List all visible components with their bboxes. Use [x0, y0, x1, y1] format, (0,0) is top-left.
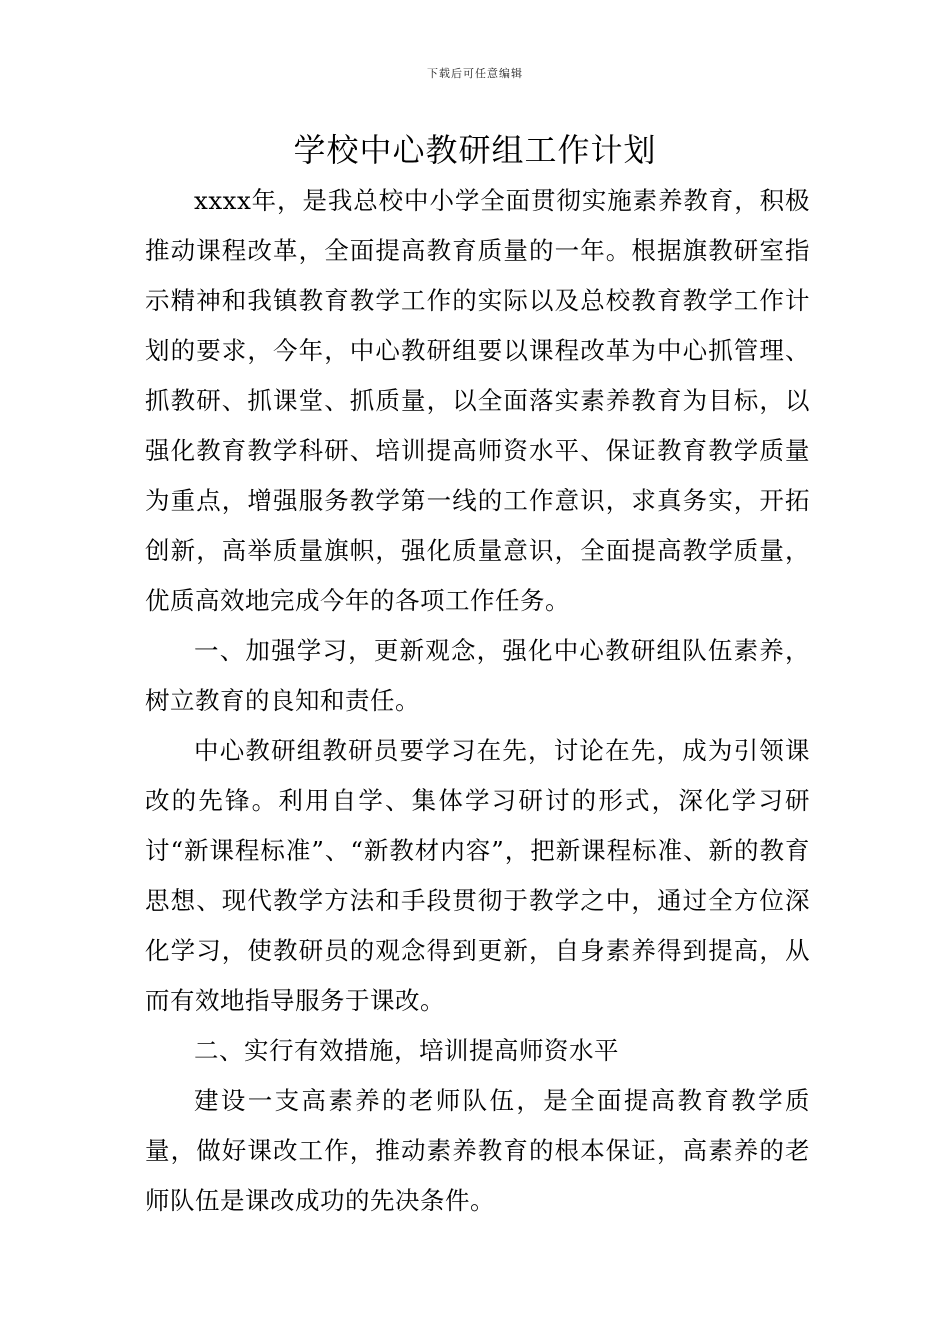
header-note: 下载后可任意编辑	[427, 67, 523, 80]
section-heading-1: 一、加强学习，更新观念，强化中心教研组队伍素养，树立教育的良知和责任。	[145, 636, 810, 715]
document-body	[145, 176, 810, 1226]
section-2-paragraph: 建设一支高素养的老师队伍，是全面提高教育教学质量，做好课改工作，推动素养教育的根本保证，高素养的老师队伍是课改成功的先决条件。	[145, 1086, 810, 1215]
section-1-paragraph: 中心教研组教研员要学习在先，讨论在先，成为引领课改的先锋。利用自学、集体学习研讨的形式，深化学习研讨“新课程标准”、“新教材内容”，把新课程标准、新的教育思想、现代教学方法和手段贯彻于教学之中，通过全方位深化学习，使教研员的观念得到更新，自身素养得到提高，从而有效地指导服务于课改。	[145, 736, 810, 1015]
intro-paragraph: xxxx年，是我总校中小学全面贯彻实施素养教育，积极推动课程改革，全面提高教育质量的一年。根据旗教研室指示精神和我镇教育教学工作的实际以及总校教育教学工作计划的要求，今年，中心教研组要以课程改革为中心抓管理、抓教研、抓课堂、抓质量，以全面落实素养教育为目标，以强化教育教学科研、培训提高师资水平、保证教育教学质量为重点，增强服务教学第一线的工作意识，求真务实，开拓创新，高举质量旗帜，强化质量意识，全面提高教学质量，优质高效地完成今年的各项工作任务。	[145, 186, 810, 615]
document-title: 学校中心教研组工作计划	[293, 131, 657, 169]
section-heading-2: 二、实行有效措施，培训提高师资水平	[194, 1036, 619, 1065]
